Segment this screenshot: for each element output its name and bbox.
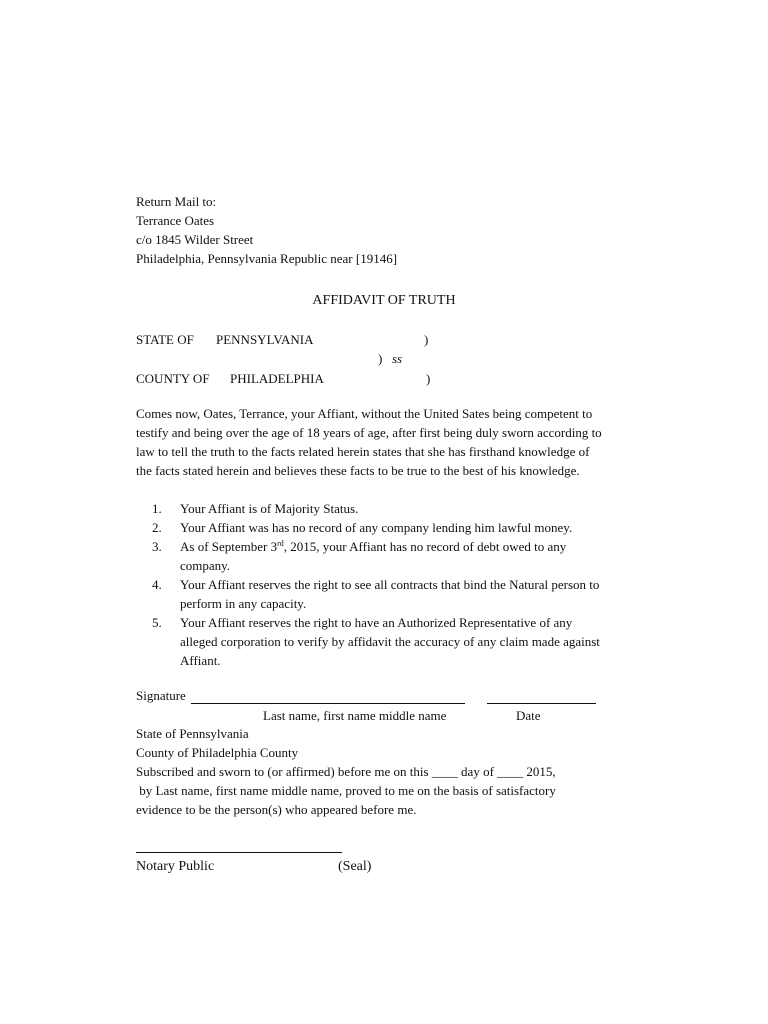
body-line: law to tell the truth to the facts related herein states that she has firsthand knowledge of bbox=[136, 444, 590, 459]
venue-state-label: STATE OF bbox=[136, 332, 194, 347]
list-item-text bbox=[152, 539, 566, 554]
list-item bbox=[152, 613, 600, 670]
venue-paren-mid: ) bbox=[378, 351, 383, 366]
date-line[interactable] bbox=[487, 703, 596, 704]
notary-by: by Last name, first name middle name, proved to me on the basis of satisfactory bbox=[136, 783, 556, 798]
list-item-text-cont: company. bbox=[180, 558, 231, 573]
notary-block bbox=[136, 724, 556, 819]
venue-paren-1: ) bbox=[424, 332, 429, 347]
list-item-text: Your Affiant reserves the right to have an Authorized Representative of any bbox=[180, 615, 573, 630]
list-item-number: 3. bbox=[152, 539, 162, 554]
affidavit-body-paragraph bbox=[136, 404, 636, 480]
notary-signature-line[interactable] bbox=[136, 852, 342, 853]
return-mail-address1: c/o 1845 Wilder Street bbox=[136, 232, 254, 247]
ordinal-suffix: rd bbox=[277, 539, 284, 548]
list-item bbox=[152, 518, 600, 537]
return-mail-heading: Return Mail to: bbox=[136, 194, 217, 209]
venue-paren-3: ) bbox=[426, 371, 431, 386]
venue-county-label: COUNTY OF bbox=[136, 371, 210, 386]
return-mail-address2: Philadelphia, Pennsylvania Republic near [19146] bbox=[136, 251, 398, 266]
list-item-text-post: , 2015, your Affiant has no record of debt owed to any bbox=[283, 539, 567, 554]
notary-state: State of Pennsylvania bbox=[136, 726, 249, 741]
list-item-text-pre: As of September 3 bbox=[180, 539, 278, 554]
body-line: Comes now, Oates, Terrance, your Affiant, without the United Sates being competent to bbox=[136, 406, 593, 421]
list-item-text-cont: Affiant. bbox=[180, 653, 221, 668]
return-mail-name: Terrance Oates bbox=[136, 213, 215, 228]
document-title-text: AFFIDAVIT OF TRUTH bbox=[312, 293, 456, 308]
signature-line[interactable] bbox=[191, 703, 465, 704]
list-item bbox=[152, 575, 600, 613]
notary-subscribed: Subscribed and sworn to (or affirmed) before me on this ____ day of ____ 2015, bbox=[136, 764, 556, 779]
list-item-number: 1. bbox=[152, 501, 162, 516]
signature-label: Signature bbox=[136, 688, 186, 703]
list-item-text-cont: perform in any capacity. bbox=[180, 596, 307, 611]
notary-public-label: Notary Public bbox=[136, 859, 215, 874]
list-item-text: Your Affiant reserves the right to see all contracts that bind the Natural person to bbox=[180, 577, 600, 592]
list-item-number: 4. bbox=[152, 577, 162, 592]
list-item-text-cont: alleged corporation to verify by affidavit the accuracy of any claim made against bbox=[180, 634, 600, 649]
list-item-number: 5. bbox=[152, 615, 162, 630]
signature-date-caption: Date bbox=[516, 708, 541, 723]
return-mail-block bbox=[136, 192, 397, 268]
list-item-number: 2. bbox=[152, 520, 162, 535]
list-item-text: Your Affiant is of Majority Status. bbox=[180, 501, 359, 516]
affidavit-statements-list bbox=[152, 499, 600, 670]
body-line: the facts stated herein and believes these facts to be true to the best of his knowledge. bbox=[136, 463, 580, 478]
notary-county: County of Philadelphia County bbox=[136, 745, 299, 760]
signature-name-caption: Last name, first name middle name bbox=[263, 708, 447, 723]
list-item-text: Your Affiant was has no record of any company lending him lawful money. bbox=[180, 520, 573, 535]
venue-county-value: PHILADELPHIA bbox=[230, 371, 324, 386]
venue-ss: ss bbox=[392, 351, 403, 366]
list-item bbox=[152, 499, 600, 518]
venue-state-value: PENNSYLVANIA bbox=[216, 332, 314, 347]
notary-evidence: evidence to be the person(s) who appeared before me. bbox=[136, 802, 417, 817]
document-title bbox=[0, 291, 768, 310]
list-item bbox=[152, 537, 600, 575]
body-line: testify and being over the age of 18 years of age, after first being duly sworn according to bbox=[136, 425, 602, 440]
seal-label: (Seal) bbox=[338, 859, 372, 874]
